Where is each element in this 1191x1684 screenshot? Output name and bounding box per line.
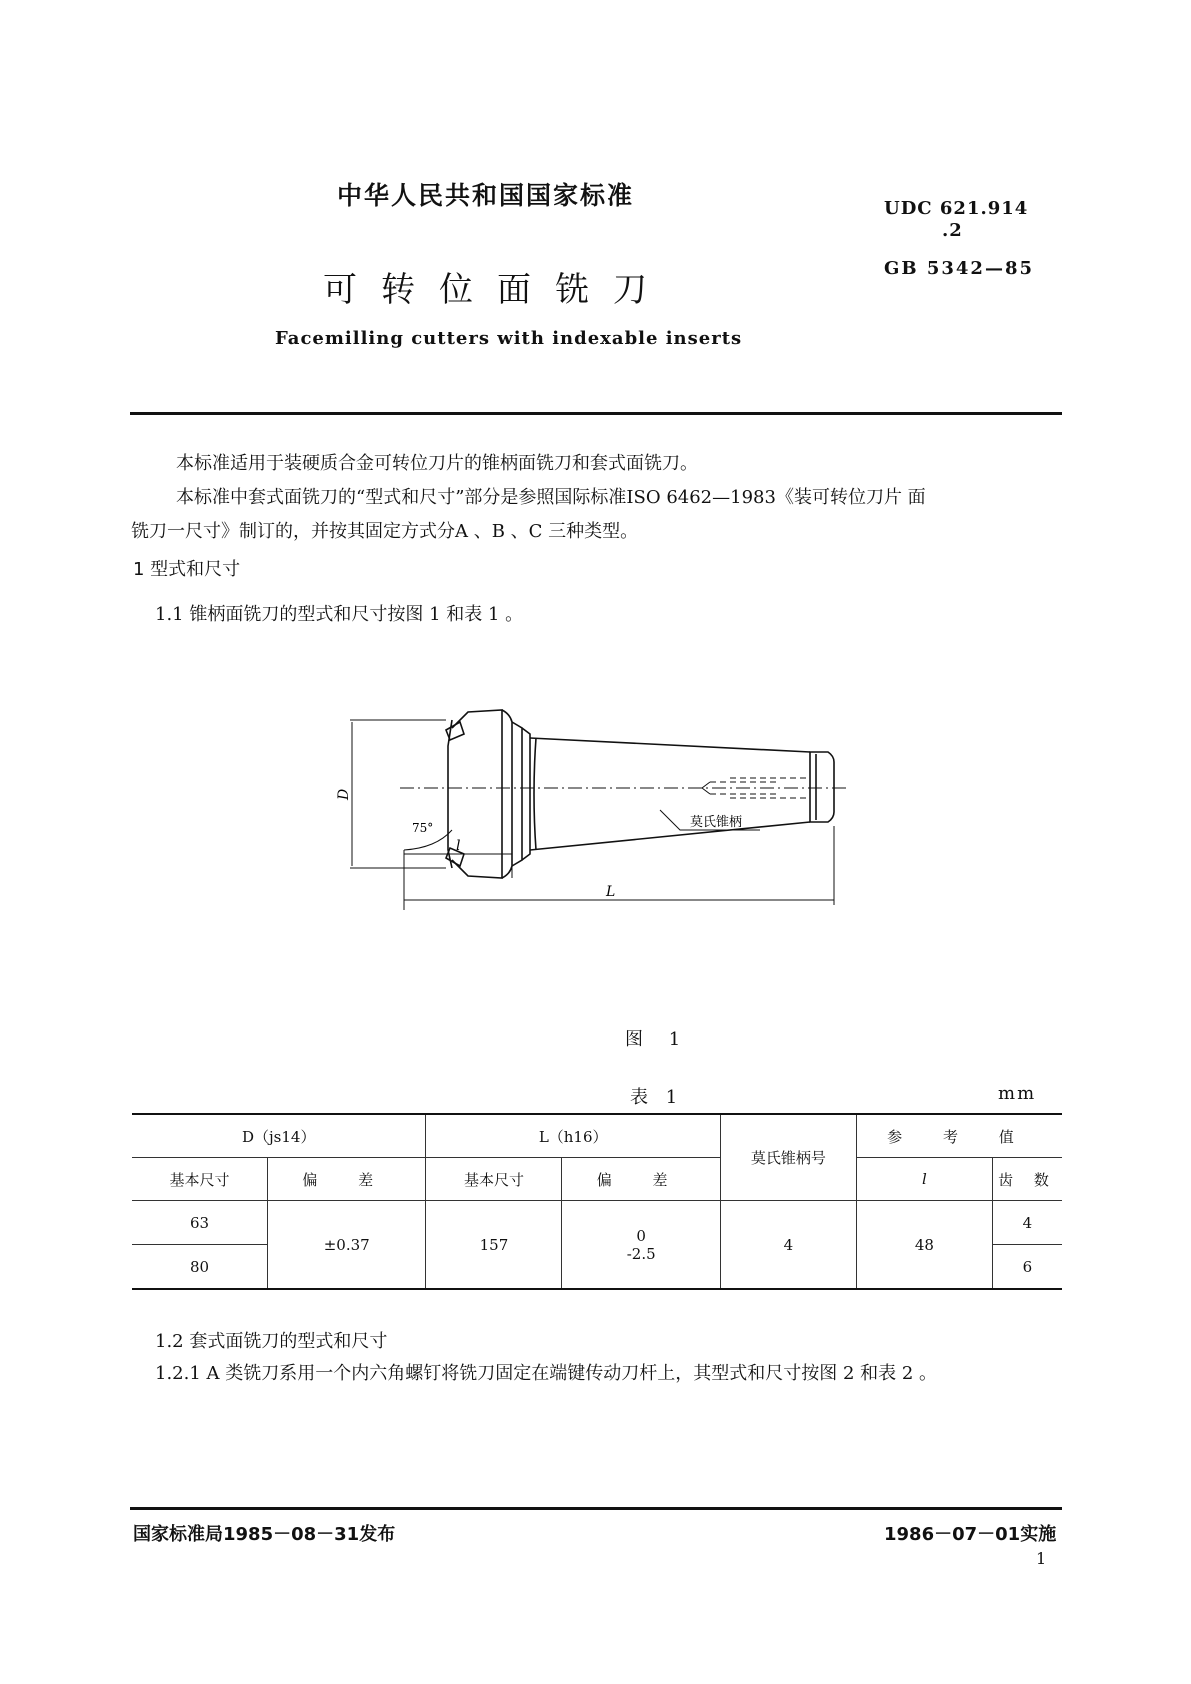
cell-teeth-2: 6: [992, 1245, 1062, 1290]
cell-L-dev-upper: 0: [636, 1226, 646, 1245]
page-number: 1: [1036, 1549, 1047, 1568]
table-unit: mm: [998, 1083, 1037, 1104]
issue-date: 国家标准局1985－08－31发布: [133, 1524, 396, 1545]
table-1: [132, 1113, 1062, 1290]
effective-date: 1986－07－01实施: [884, 1524, 1057, 1545]
intro-paragraph-2-line-1: 本标准中套式面铣刀的“型式和尺寸”部分是参照国际标准ISO 6462—1983《装可转位刀片 面: [176, 487, 926, 508]
header-D: D（js14）: [132, 1114, 426, 1158]
sub-l: l: [856, 1158, 992, 1201]
figure-label-angle: 75°: [412, 821, 434, 835]
udc-line-2: .2: [942, 220, 963, 241]
table-1-caption: 表 1: [630, 1087, 684, 1108]
figure-label-l: l: [456, 838, 461, 854]
sub-basic-1: 基本尺寸: [132, 1158, 268, 1201]
header-taper: 莫氏锥柄号: [720, 1114, 856, 1201]
header-L: L（h16）: [426, 1114, 720, 1158]
cell-taper-no: 4: [720, 1201, 856, 1290]
sub-teeth: 齿 数: [992, 1158, 1062, 1201]
intro-paragraph-1: 本标准适用于装硬质合金可转位刀片的锥柄面铣刀和套式面铣刀。: [176, 453, 698, 474]
udc-code: [884, 198, 1028, 242]
figure-1-caption: 图 1: [625, 1029, 691, 1050]
section-1-2-heading: 1.2 套式面铣刀的型式和尺寸: [155, 1331, 388, 1352]
sub-dev-2: 偏 差: [562, 1158, 720, 1201]
footer-divider: [130, 1507, 1062, 1510]
cell-L: 157: [426, 1201, 562, 1290]
cell-D-63: 63: [132, 1201, 268, 1245]
document-title-cn: 可转位面铣刀: [323, 270, 671, 310]
sub-dev-1: 偏 差: [268, 1158, 426, 1201]
cell-l: 48: [856, 1201, 992, 1290]
header-ref: 参 考 值: [856, 1114, 1062, 1158]
national-standard-heading: 中华人民共和国国家标准: [337, 181, 635, 210]
cell-D-80: 80: [189, 1257, 210, 1276]
sub-basic-2: 基本尺寸: [426, 1158, 562, 1201]
intro-paragraph-2-line-2: 铣刀一尺寸》制订的，并按其固定方式分A 、B 、C 三种类型。: [131, 521, 639, 542]
cell-L-dev: [562, 1201, 720, 1290]
figure-label-taper: 莫氏锥柄: [690, 815, 743, 830]
section-1-2-1-text: 1.2.1 A 类铣刀系用一个内六角螺钉将铣刀固定在端键传动刀杆上，其型式和尺寸按图 2 和表 2 。: [155, 1363, 938, 1384]
section-1-heading: 1 型式和尺寸: [133, 559, 241, 580]
figure-label-L: L: [606, 884, 616, 900]
cell-L-dev-lower: -2.5: [626, 1244, 656, 1263]
figure-label-D: D: [336, 788, 352, 800]
gb-number: GB 5342—85: [884, 258, 1034, 279]
cell-teeth-1: 4: [992, 1201, 1062, 1245]
cell-D-dev: ±0.37: [268, 1201, 426, 1290]
header-divider: [130, 412, 1062, 415]
document-title-en: Facemilling cutters with indexable inserts: [275, 328, 743, 349]
section-1-1-text: 1.1 锥柄面铣刀的型式和尺寸按图 1 和表 1 。: [155, 604, 524, 625]
figure-1-drawing: [336, 700, 920, 990]
udc-line-1: UDC 621.914: [884, 198, 1029, 219]
